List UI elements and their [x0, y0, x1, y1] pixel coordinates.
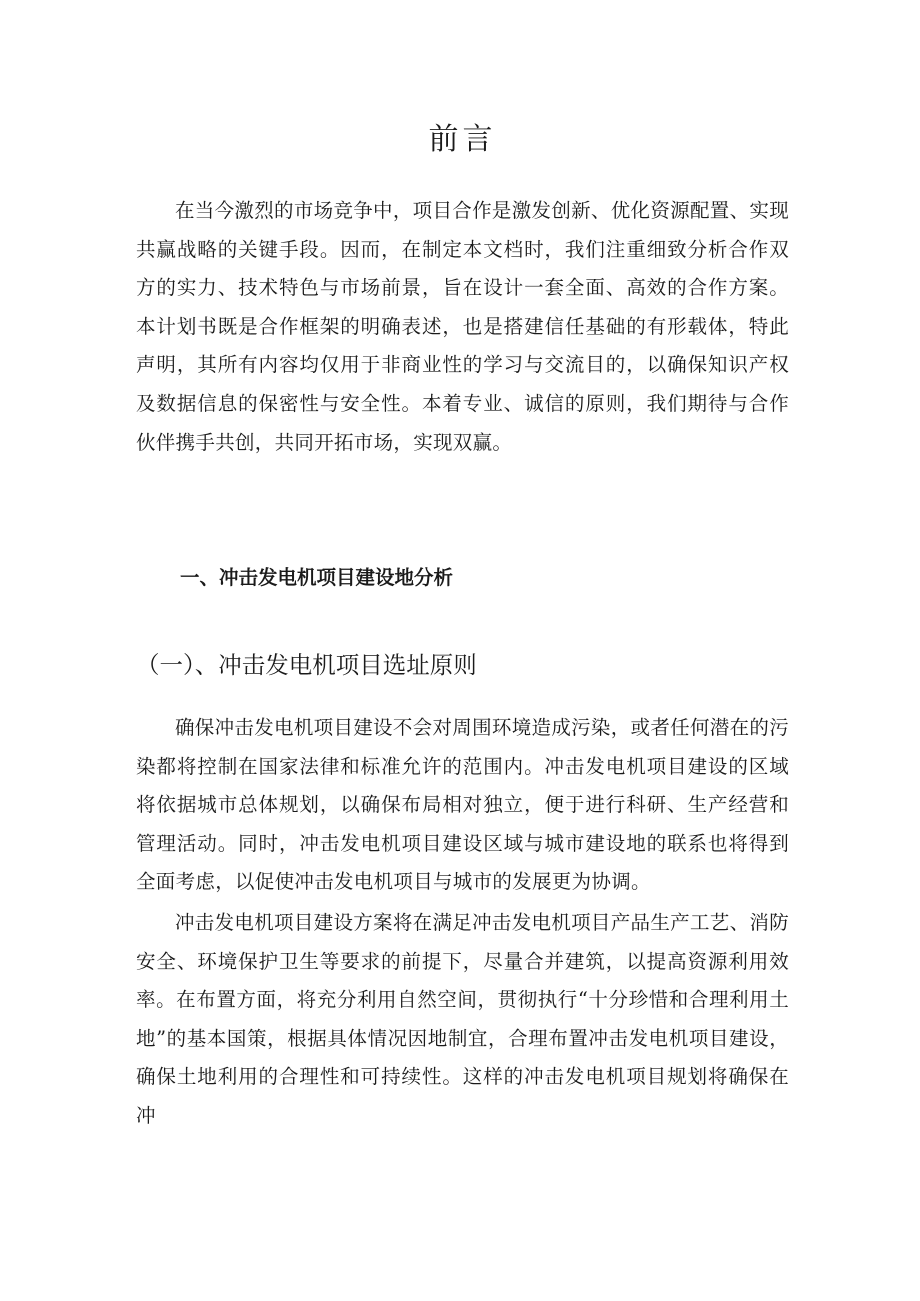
preface-paragraph: 在当今激烈的市场竞争中，项目合作是激发创新、优化资源配置、实现共赢战略的关键手段。因而，在制定本文档时，我们注重细致分析合作双方的实力、技术特色与市场前景，旨在设计一套全面、高效的合作方案。本计划书既是合作框架的明确表述，也是搭建信任基础的有形载体，特此声明，其所有内容均仅用于非商业性的学习与交流目的，以确保知识产权及数据信息的保密性与安全性。本着专业、诚信的原则，我们期待与合作伙伴携手共创，共同开拓市场，实现双赢。 [136, 199, 789, 454]
subsection-heading: （一）、冲击发电机项目选址原则 [136, 651, 477, 679]
body-paragraph: 冲击发电机项目建设方案将在满足冲击发电机项目产品生产工艺、消防安全、环境保护卫生等要求的前提下，尽量合并建筑，以提高资源利用效率。在布置方面，将充分利用自然空间，贯彻执行“十分珍惜和合理利用土地”的基本国策，根据具体情况因地制宜，合理布置冲击发电机项目建设，确保土地利用的合理性和可持续性。这样的冲击发电机项目规划将确保在冲 [136, 911, 789, 1127]
body-paragraph: 确保冲击发电机项目建设不会对周围环境造成污染，或者任何潜在的污染都将控制在国家法律和标准允许的范围内。冲击发电机项目建设的区域将依据城市总体规划，以确保布局相对独立，便于进行科研、生产经营和管理活动。同时，冲击发电机项目建设区域与城市建设地的联系也将得到全面考虑，以促使冲击发电机项目与城市的发展更为协调。 [136, 716, 789, 894]
page-title: 前言 [428, 122, 497, 157]
section-heading: 一、冲击发电机项目建设地分析 [180, 566, 454, 589]
